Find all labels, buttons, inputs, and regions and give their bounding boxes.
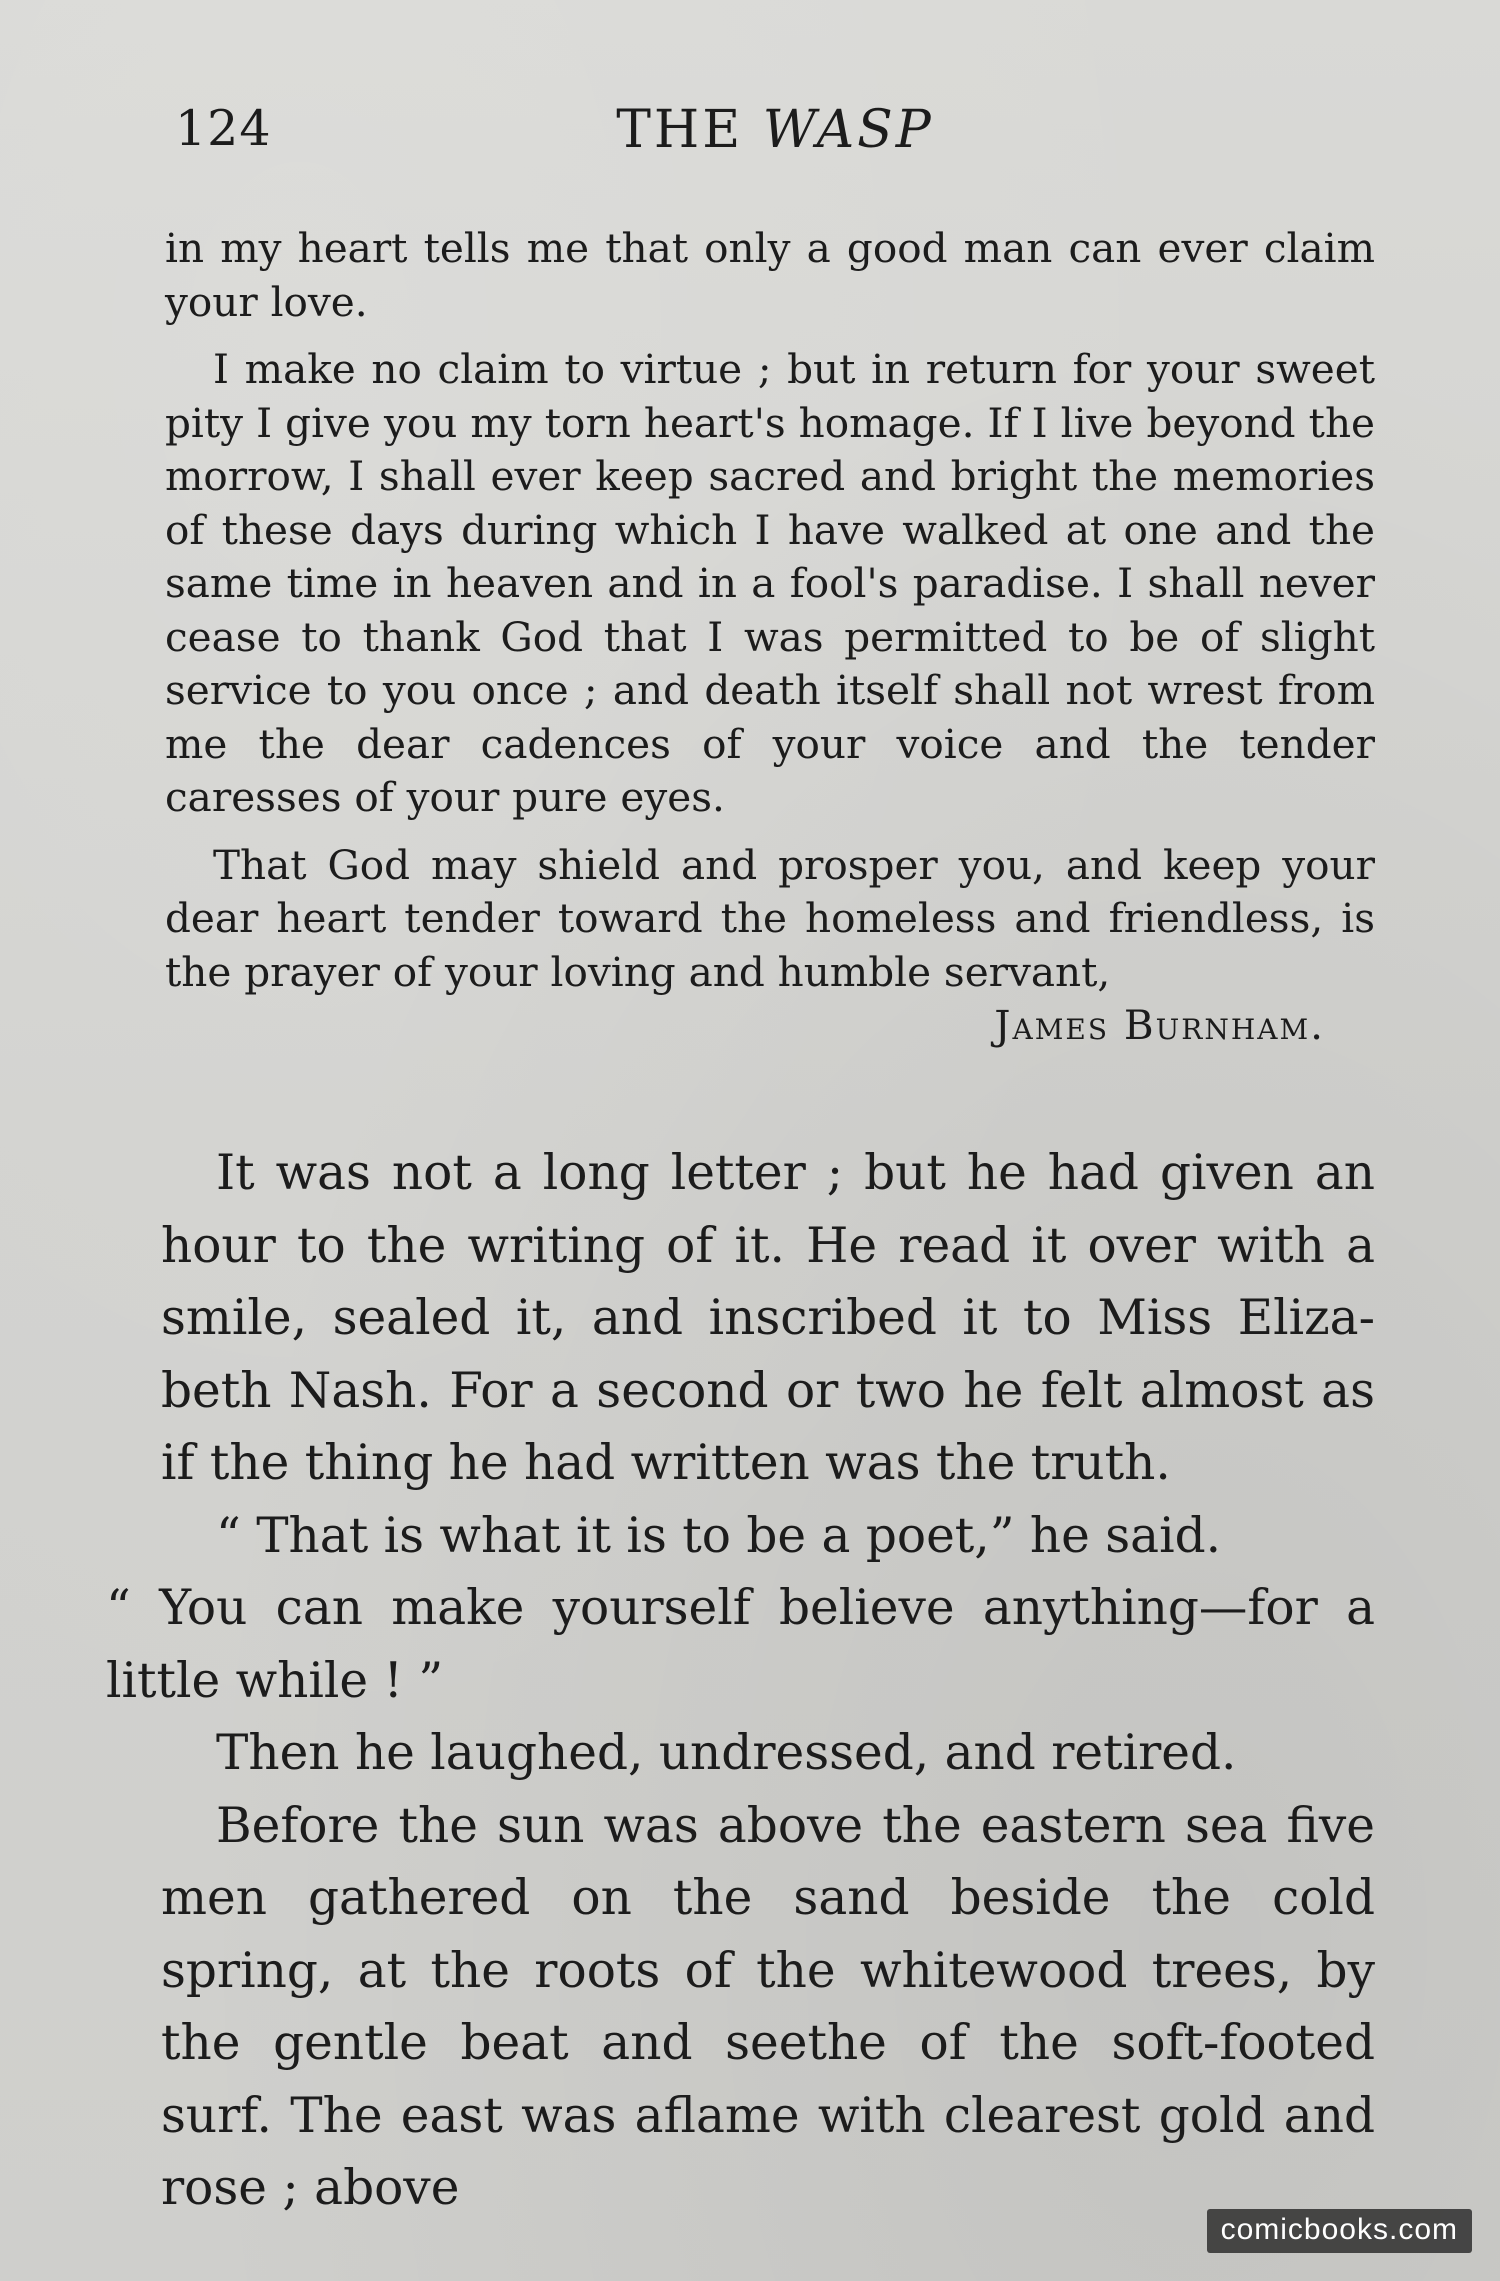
running-title-italic: WASP bbox=[762, 100, 934, 160]
letter-signature: James Burnham. bbox=[994, 1001, 1325, 1049]
quote-continuation: “ You can make yourself believe anything—for a little while ! ” bbox=[106, 1580, 1375, 1709]
running-title-prefix: THE bbox=[616, 100, 763, 160]
letter-continuation: in my heart tells me that only a good man can ever claim your love. bbox=[165, 224, 1375, 326]
letter-closing-paragraph: That God may shield and prosper you, and keep your dear heart tender toward the homeless and friendless, is the prayer of your loving and humble servant, bbox=[165, 840, 1375, 996]
narrative-text bbox=[106, 1137, 1375, 2225]
letter-text bbox=[165, 222, 1375, 1053]
narrative-paragraph: It was not a long letter ; but he had given an hour to the writing of it. He read it over with a smile, sealed it, and inscribed it to Miss Elizabeth Nash. For a second or two he felt almost as if the thing he had written was the truth. bbox=[161, 1145, 1375, 1491]
narrative-paragraph: Before the sun was above the eastern sea five men gathered on the sand beside the cold spring, at the roots of the whitewood trees, by the gentle beat and seethe of the soft-footed surf. The east was aflame with clearest gold and rose ; above bbox=[161, 1797, 1375, 2216]
narrative-paragraph: Then he laughed, undressed, and retired. bbox=[216, 1725, 1237, 1781]
page-number: 124 bbox=[175, 100, 272, 157]
quote-line: “ That is what it is to be a poet,” he said. bbox=[216, 1507, 1222, 1564]
quote-paragraph bbox=[106, 1500, 1375, 1718]
running-title bbox=[175, 100, 1375, 160]
running-header bbox=[175, 100, 1375, 170]
site-watermark: comicbooks.com bbox=[1207, 2209, 1472, 2253]
letter-paragraph: I make no claim to virtue ; but in return for your sweet pity I give you my torn heart's homage. If I live beyond the morrow, I shall ever keep sacred and bright the memories of these days during which I have walked at one and the same time in heaven and in a fool's paradise. I shall never cease to thank God that I was permitted to be of slight service to you once ; and death itself shall not wrest from me the dear cadences of your voice and the tender caresses of your pure eyes. bbox=[165, 345, 1375, 821]
